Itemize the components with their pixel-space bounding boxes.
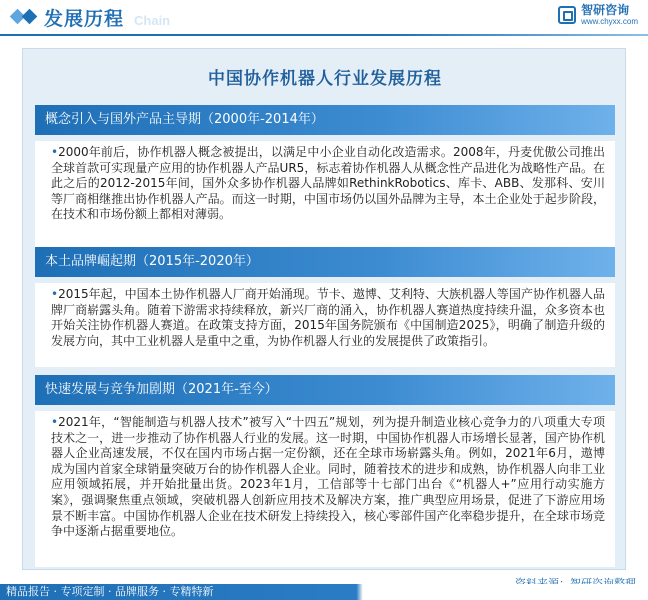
brand-name: 智研咨询: [581, 3, 630, 17]
section-heading-1: 概念引入与国外产品主导期（2000年-2014年）: [35, 105, 615, 135]
footer-tags: 精品报告 · 专项定制 · 品牌服务 · 专精特新: [6, 585, 214, 598]
bullet-icon: •: [51, 287, 59, 301]
header-title-group: [10, 5, 170, 29]
bullet-icon: •: [51, 145, 59, 159]
diamond-icon: [10, 5, 40, 29]
header-title: 发展历程: [44, 7, 125, 30]
section-body-1: 2000年前后，协作机器人概念被提出，以满足中小企业自动化改造需求。2008年，丹麦优傲公司推出全球首款可实现量产应用的协作机器人产品UR5，标志着协作机器人从概念性产品进化为战略性产品。在此之后的2012-2015年间，国外众多协作机器人品牌如RethinkRobotics、库卡、ABB、发那科、安川等厂商相继推出协作机器人产品。而这一时期，中国市场仍以国外品牌为主导，本土企业处于起步阶段，在技术和市场份额上都相对薄弱。: [51, 145, 605, 222]
page-header: [0, 0, 648, 36]
panel-title: 中国协作机器人行业发展历程: [208, 69, 442, 89]
brand-logo: [558, 4, 638, 26]
section-heading-2: 本土品牌崛起期（2015年-2020年）: [35, 247, 615, 277]
section-card-3: [35, 411, 615, 567]
section-body-2: 2015年起，中国本土协作机器人厂商开始涌现。节卡、遨博、艾利特、大族机器人等国产协作机器人品牌厂商崭露头角。随着下游需求持续释放，新兴厂商的涌入，协作机器人赛道热度持续升温，众多资本也开始关注协作机器人赛道。在政策支持方面，2015年国务院颁布《中国制造2025》，明确了制造升级的发展方向，其中工业机器人是重中之重，为协作机器人行业的发展提供了政策指引。: [51, 287, 605, 348]
brand-url: www.chyxx.com: [581, 17, 638, 26]
header-divider: [0, 34, 648, 36]
bullet-icon: •: [51, 415, 59, 429]
header-subtitle: Chain: [134, 12, 171, 28]
section-heading-3: 快速发展与竞争加剧期（2021年-至今）: [35, 375, 615, 405]
section-card-2: [35, 283, 615, 367]
logo-icon: [558, 6, 576, 24]
content-panel: [22, 48, 626, 570]
section-body-3: 2021年，“智能制造与机器人技术”被写入“十四五”规划，列为提升制造业核心竞争力的八项重大专项技术之一，进一步推动了协作机器人行业的发展。这一时期，中国协作机器人市场增长显著，国产协作机器人企业高速发展，不仅在国内市场占据一定份额，还在全球市场崭露头角。例如，2021年6月，遨博成为国内首家全球销量突破万台的协作机器人企业。同时，随着技术的进步和成熟，协作机器人向非工业应用领域拓展，并开始批量出货。2023年1月，工信部等十七部门出台《“机器人+”应用行动实施方案》，强调聚焦重点领域，突破机器人创新应用技术及解决方案，推广典型应用场景，促进了下游应用场景不断丰富。中国协作机器人企业在技术研发上持续投入，核心零部件国产化率稳步提升，在全球市场竞争中逐渐占据重要地位。: [51, 415, 605, 539]
